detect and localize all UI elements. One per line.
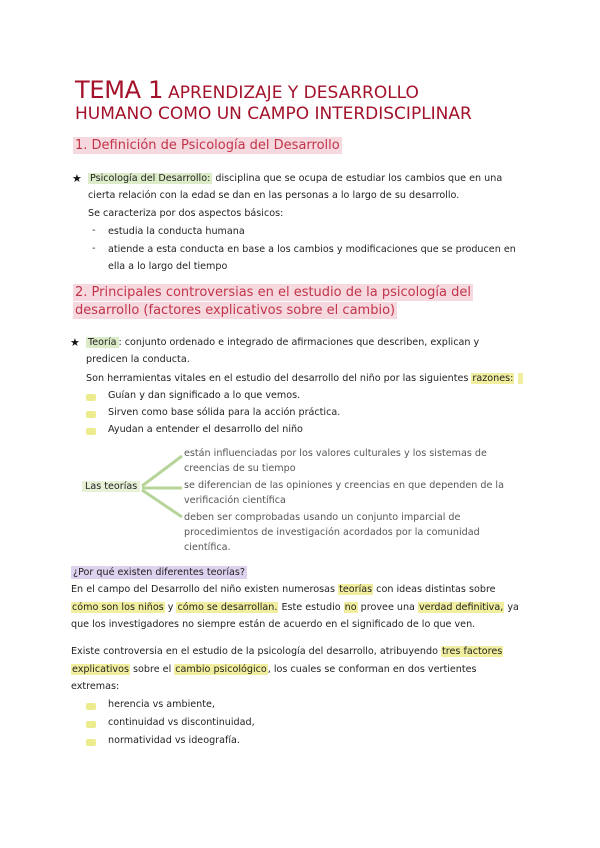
diagram-branch2-line1: se diferencian de las opiniones y creencias en que dependen de la — [184, 480, 504, 491]
reason-item: Guían y dan significado a lo que vemos. — [108, 390, 301, 401]
dash-bullet-icon — [86, 721, 96, 728]
p2-text: , los cuales se conforman en dos vertientes — [267, 664, 477, 675]
diagram-branch1-line1: están influenciadas por los valores culturales y los sistemas de — [184, 448, 487, 459]
p1-text: con ideas distintas sobre — [373, 584, 496, 595]
section2-heading-text1: 2. Principales controversias en el estudio de la psicología del — [75, 285, 471, 300]
reasons-intro-text: Son herramientas vitales en el estudio del desarrollo del niño por las siguientes — [86, 373, 472, 384]
title-big: TEMA 1 — [75, 76, 164, 104]
factor-item: continuidad vs discontinuidad, — [108, 717, 255, 728]
reasons-highlight: razones: — [472, 373, 514, 384]
diagram-branch3-line2: procedimientos de investigación acordados por la comunidad — [184, 527, 480, 538]
p1-text: y — [164, 602, 177, 613]
p2-text: sobre el — [129, 664, 175, 675]
p1-text: provee una — [357, 602, 418, 613]
p2-highlight-factores: tres factores — [442, 646, 503, 657]
question-heading — [71, 566, 247, 580]
dash-bullet-icon: - — [92, 243, 96, 254]
p1-highlight-desarrollan: cómo se desarrollan. — [177, 602, 278, 613]
theory-term: Teoría — [88, 337, 117, 348]
diagram-branch2-line2: verificación científica — [184, 495, 286, 506]
theory-def-text1: : conjunto ordenado e integrado de afirmaciones que describen, explican y — [118, 337, 480, 348]
paragraph1-line2 — [71, 601, 519, 615]
reason-item: Sirven como base sólida para la acción práctica. — [108, 407, 341, 418]
p1-text: Este estudio — [278, 602, 344, 613]
characteristics-intro: Se caracteriza por dos aspectos básicos: — [88, 208, 284, 219]
p1-highlight-verdad: verdad definitiva, — [419, 602, 504, 613]
characteristic-item: estudia la conducta humana — [108, 226, 245, 237]
dash-bullet-icon — [86, 703, 96, 710]
diagram-branch1-line2: creencias de su tiempo — [184, 463, 296, 474]
paragraph1-line3: que los investigadores no siempre están de acuerdo en el significado de lo que ven. — [71, 619, 476, 630]
factor-item: herencia vs ambiente, — [108, 699, 215, 710]
dash-bullet-icon: - — [92, 225, 96, 236]
theory-def-line2: predicen la conducta. — [86, 354, 190, 365]
p1-text: En el campo del Desarrollo del niño existen numerosas — [71, 584, 339, 595]
p2-highlight-explicativos: explicativos — [72, 664, 129, 675]
definition-line2: cierta relación con la edad se dan en las personas a lo largo de su desarrollo. — [88, 190, 460, 201]
p1-highlight-no: no — [344, 602, 357, 613]
star-bullet-icon: ★ — [70, 336, 80, 349]
definition-text1: disciplina que se ocupa de estudiar los cambios que en una — [212, 173, 503, 184]
dash-bullet-icon — [86, 739, 96, 746]
arrow-line-up — [142, 456, 182, 486]
section2-heading-text2: desarrollo (factores explicativos sobre el cambio) — [75, 303, 396, 318]
paragraph2-line3: extremas: — [71, 681, 120, 692]
paragraph1-line1 — [71, 583, 496, 597]
question-text: ¿Por qué existen diferentes teorías? — [73, 567, 245, 578]
diagram-branch3-line1: deben ser comprobadas usando un conjunto imparcial de — [184, 512, 461, 523]
p2-text: Existe controversia en el estudio de la psicología del desarrollo, atribuyendo — [71, 646, 441, 657]
reason-item: Ayudan a entender el desarrollo del niño — [108, 424, 303, 435]
factor-item: normatividad vs ideografía. — [108, 735, 240, 746]
p2-highlight-cambio: cambio psicológico — [175, 664, 267, 675]
diagram-center: Las teorías — [82, 481, 140, 492]
title-line1-rest: APRENDIZAJE Y DESARROLLO — [168, 83, 419, 103]
p1-highlight-ninos: cómo son los niños — [72, 602, 164, 613]
section1-heading-text: 1. Definición de Psicología del Desarrollo — [75, 138, 340, 153]
characteristic-item-cont: ella a lo largo del tiempo — [108, 261, 228, 272]
definition-term: Psicología del Desarrollo: — [90, 173, 211, 184]
diagram-branch3-line3: científica. — [184, 542, 231, 553]
characteristic-item: atiende a esta conducta en base a los cambios y modificaciones que se producen en — [108, 244, 516, 255]
title-line2: HUMANO COMO UN CAMPO INTERDISCIPLINAR — [75, 104, 472, 124]
arrow-line-down — [142, 490, 182, 517]
paragraph2-line1 — [71, 645, 503, 659]
paragraph2-line2 — [71, 663, 477, 677]
p1-text: ya — [504, 602, 519, 613]
p1-highlight-teorias: teorías — [339, 584, 373, 595]
star-bullet-icon: ★ — [72, 172, 82, 185]
